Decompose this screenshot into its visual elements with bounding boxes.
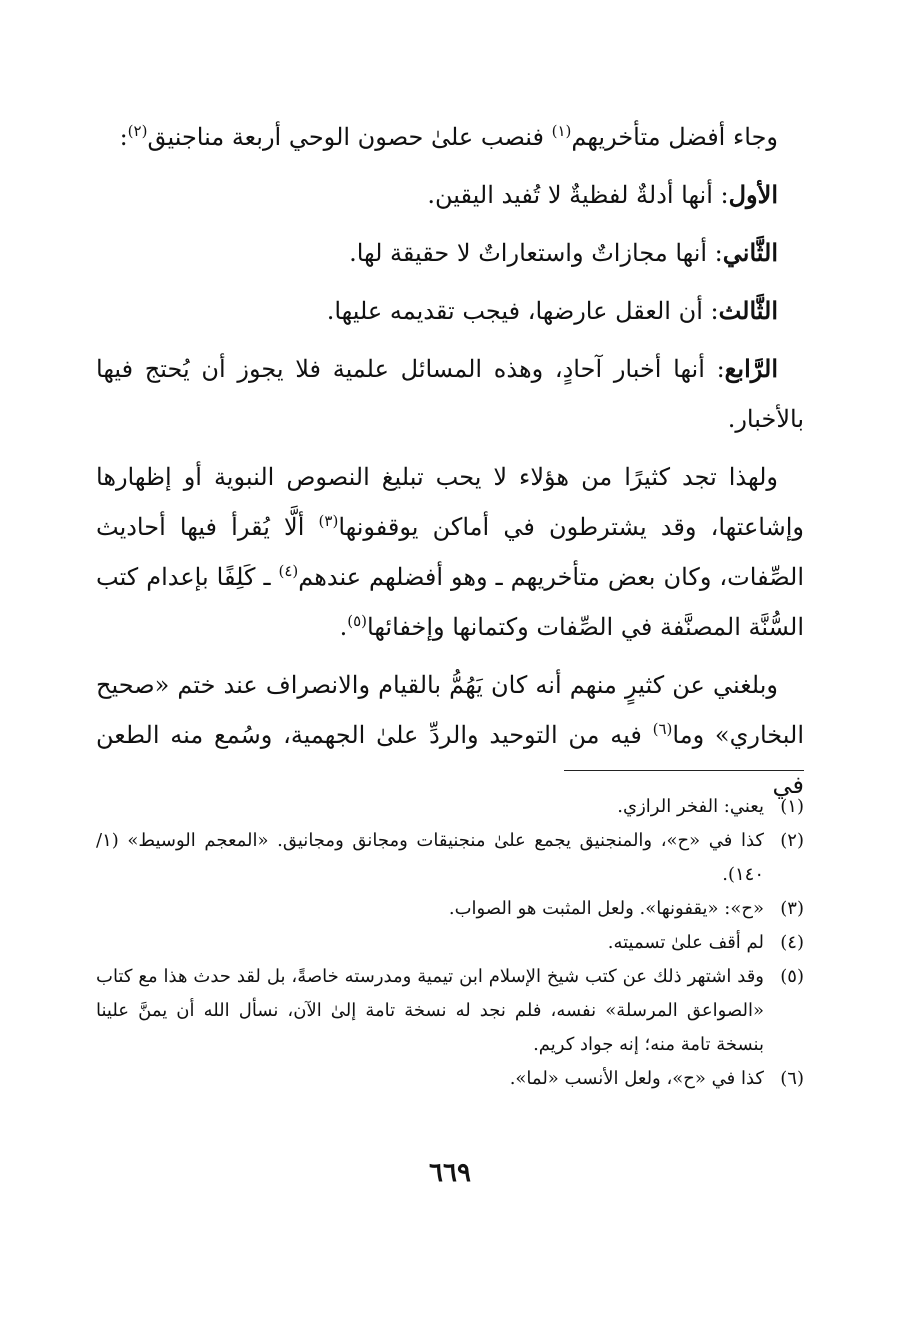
footnote-text: «ح»: «يقفونها». ولعل المثبت هو الصواب. [448,898,764,919]
footnote-text: يعني: الفخر الرازي. [617,796,764,817]
footnote-text: لم أقف علىٰ تسميته. [607,932,764,953]
footnote-ref-1: (١) [551,122,572,140]
paragraph-third [96,286,804,336]
paragraph-fourth [96,344,804,444]
footnote-ref-4: (٤) [278,562,299,580]
paragraph-first [96,170,804,220]
text-run: : أنها أخبار آحادٍ، وهذه المسائل علمية فلا يجوز أن يُحتج فيها بالأخبار. [96,355,804,433]
text-run: : أنها أدلةٌ لفظيةٌ لا تُفيد اليقين. [427,181,729,209]
text-run: ألَّا يُقرأ فيها أحاديث الصِّفات، وكان بعض متأخريهم ـ وهو أفضلهم عندهم [96,513,805,591]
footnote-text: كذا في «ح»، والمنجنيق يجمع علىٰ منجنيقات ومجانق ومجانيق. «المعجم الوسيط» (١/ ١٤٠). [96,830,764,885]
text-run: . [339,613,348,641]
footnote-ref-3: (٣) [318,512,339,530]
text-run: : أن العقل عارضها، فيجب تقديمه عليها. [326,297,719,325]
lead-word: الأول [728,180,778,209]
text-run: فنصب علىٰ حصون الوحي أربعة مناجنيق [147,123,552,151]
footnotes [96,790,804,1096]
text-run: فيه من التوحيد والردِّ علىٰ الجهمية، وسُمع منه الطعن في [96,721,804,799]
footnote [96,824,804,892]
paragraph-bukhari [96,660,804,810]
text-run: وبلغني عن كثيرٍ منهم أنه كان يَهُمُّ بالقيام والانصراف عند ختم «صحيح البخاري» وما [96,671,804,749]
footnote-ref-2: (٢) [127,122,148,140]
footnote [96,892,804,926]
page-number: ٦٦٩ [429,1158,471,1188]
footnote [96,926,804,960]
paragraph-intro [96,112,804,162]
footnote-number: (١) [780,796,804,817]
text-run: : أنها مجازاتٌ واستعاراتٌ لا حقيقة لها. [349,239,723,267]
lead-word: الرَّابع [724,354,778,383]
lead-word: الثَّاني [722,238,778,267]
footnote-number: (٣) [780,898,804,919]
text-run: : [119,123,128,151]
footnote-divider [564,770,804,771]
footnote-number: (٢) [780,830,804,851]
text-run: وجاء أفضل متأخريهم [571,123,778,151]
text-run: ـ كَلِفًا بإعدام كتب السُّنَّة المصنَّفة في الصِّفات وكتمانها وإخفائها [96,563,804,641]
paragraph-second [96,228,804,278]
footnote-text: كذا في «ح»، ولعل الأنسب «لما». [509,1068,764,1089]
footnote [96,1062,804,1096]
footnote [96,960,804,1062]
main-text [96,112,804,818]
lead-word: الثَّالث [718,296,778,325]
text-run: ولهذا تجد كثيرًا من هؤلاء لا يحب تبليغ النصوص النبوية أو إظهارها وإشاعتها، وقد يشترطون في أماكن يوقفونها [96,463,804,541]
paragraph-books [96,452,804,652]
footnote-ref-5: (٥) [347,612,368,630]
footnote-number: (٦) [780,1068,804,1089]
footnote-text: وقد اشتهر ذلك عن كتب شيخ الإسلام ابن تيمية ومدرسته خاصةً، بل لقد حدث هذا مع كتاب «الصواعق المرسلة» نفسه، فلم نجد له نسخة تامة إلىٰ الآن، نسأل الله أن يمنَّ علينا بنسخة تامة منه؛ إنه جواد كريم. [96,966,764,1055]
footnote-number: (٥) [780,966,804,987]
footnote-number: (٤) [780,932,804,953]
footnote [96,790,804,824]
footnote-ref-6: (٦) [652,720,673,738]
